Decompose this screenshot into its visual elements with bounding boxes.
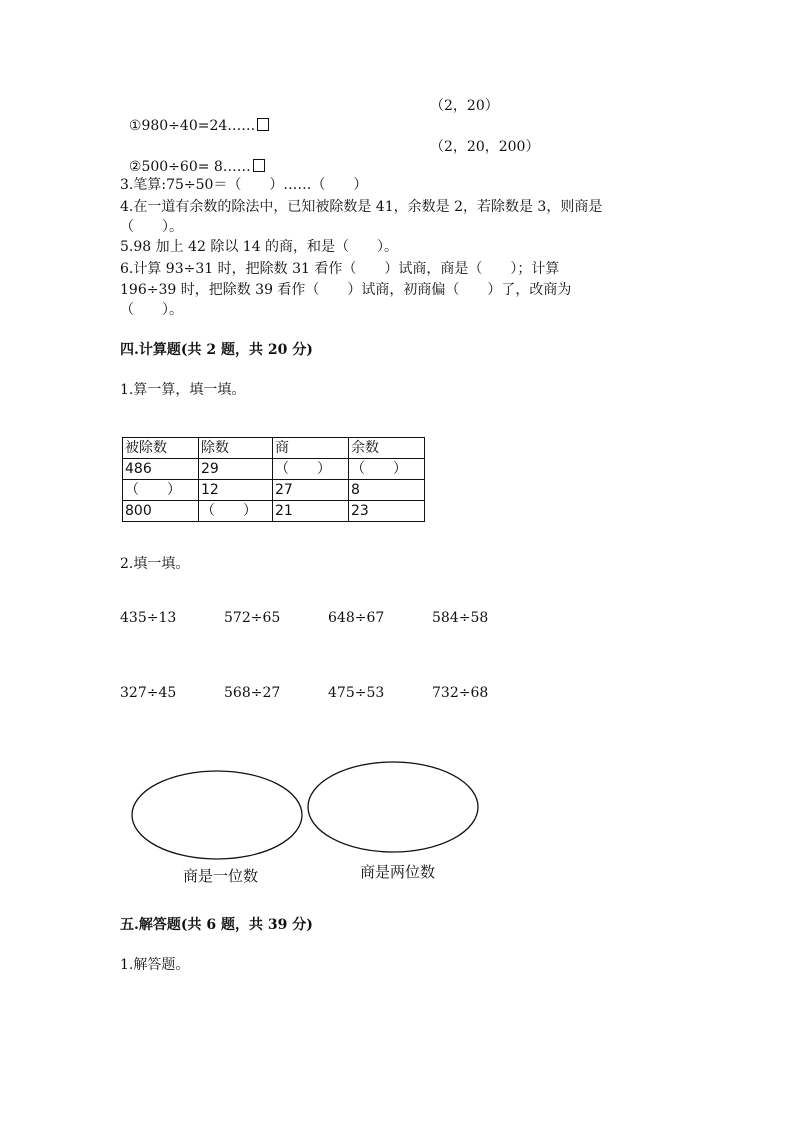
table-header-cell: 余数 (349, 438, 425, 459)
table-cell: 12 (199, 480, 273, 501)
table-cell: 27 (273, 480, 349, 501)
division-question-1-expr: ①980÷40=24…… (128, 118, 256, 134)
question-4-2-label: 2.填一填。 (120, 556, 190, 572)
question-6-end: （ ）。 (120, 302, 183, 318)
oval-right-label: 商是两位数 (360, 863, 436, 881)
division-question-2-expr: ②500÷60= 8…… (128, 159, 251, 175)
expression: 475÷53 (328, 685, 385, 701)
table-cell: 800 (123, 501, 199, 522)
oval-two-digit[interactable] (308, 762, 478, 852)
section-4-title: 四.计算题(共 2 题，共 20 分) (120, 342, 313, 358)
question-6: 6.计算 93÷31 时，把除数 31 看作（ ）试商，商是（ ）；计算 (120, 261, 560, 277)
division-question-2-options: （2，20，200） (430, 139, 540, 155)
question-5-1-label: 1.解答题。 (120, 957, 190, 973)
expression: 568÷27 (224, 685, 281, 701)
table-header-cell: 商 (273, 438, 349, 459)
table-cell-blank[interactable]: （ ） (273, 459, 349, 480)
question-6-continued: 196÷39 时，把除数 39 看作（ ）试商，初商偏（ ）了，改商为 (120, 282, 572, 298)
table-cell-blank[interactable]: （ ） (349, 459, 425, 480)
table-cell: 29 (199, 459, 273, 480)
division-question-1-options: （2，20） (430, 98, 499, 114)
question-3: 3.笔算:75÷50＝（ ）……（ ） (120, 177, 368, 193)
table-cell-blank[interactable]: （ ） (123, 480, 199, 501)
question-5: 5.98 加上 42 除以 14 的商，和是（ ）。 (120, 239, 399, 255)
expression: 572÷65 (224, 610, 281, 626)
table-header-cell: 被除数 (123, 438, 199, 459)
table-cell: 21 (273, 501, 349, 522)
section-5-title: 五.解答题(共 6 题，共 39 分) (120, 917, 313, 933)
question-4-1-label: 1.算一算，填一填。 (120, 382, 246, 398)
expression: 327÷45 (120, 685, 177, 701)
expression: 584÷58 (432, 610, 489, 626)
table-cell-blank[interactable]: （ ） (199, 501, 273, 522)
expression: 648÷67 (328, 610, 385, 626)
table-cell: 23 (349, 501, 425, 522)
table-cell: 486 (123, 459, 199, 480)
expression: 732÷68 (432, 685, 489, 701)
expression: 435÷13 (120, 610, 177, 626)
table-cell: 8 (349, 480, 425, 501)
oval-one-digit[interactable] (132, 771, 302, 859)
oval-left-label: 商是一位数 (183, 867, 259, 885)
question-4-continued: （ ）。 (120, 219, 183, 235)
question-4: 4.在一道有余数的除法中，已知被除数是 41，余数是 2，若除数是 3，则商是 (120, 199, 603, 215)
table-header-cell: 除数 (199, 438, 273, 459)
